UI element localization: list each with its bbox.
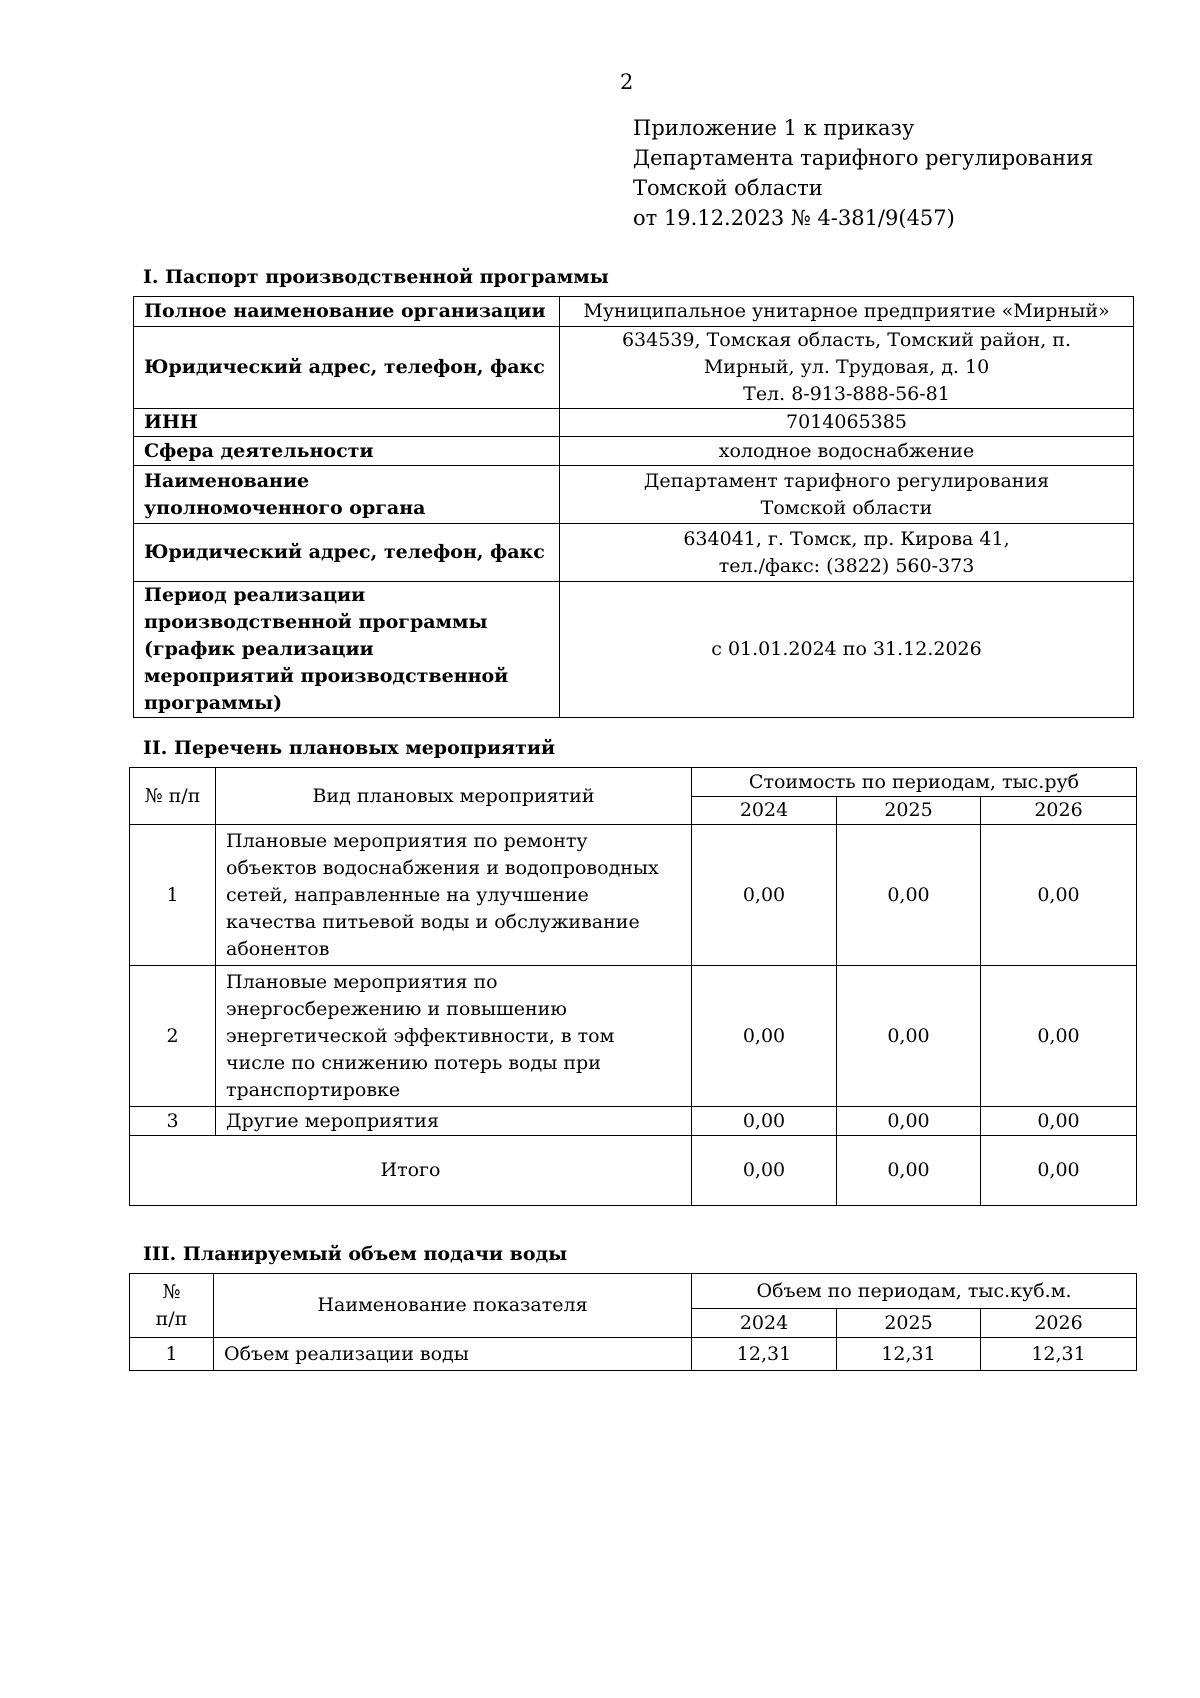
row-value: 7014065385 [560,409,1134,437]
header-name: Вид плановых мероприятий [216,768,692,825]
row-num: 2 [130,966,216,1107]
row-name: Плановые мероприятия по ремонту объектов водоснабжения и водопроводных сетей, направленные на улучшение качества питьевой воды и обслуживание абонентов [216,825,692,966]
header-name: Наименование показателя [214,1274,692,1338]
row-num: 3 [130,1107,216,1136]
row-value: 634041, г. Томск, пр. Кирова 41, тел./факс: (3822) 560-373 [560,524,1134,582]
total-value-2024: 0,00 [692,1136,837,1206]
appendix-line-2: Департамента тарифного регулирования [633,146,1094,170]
table-row [134,437,1134,466]
total-label: Итого [130,1136,692,1206]
table-row [130,825,1137,966]
table-row [134,327,1134,409]
row-value-2025: 0,00 [837,966,981,1107]
appendix-line-4: от 19.12.2023 № 4-381/9(457) [633,206,955,230]
appendix-line-3: Томской области [633,176,823,200]
row-value-2024: 0,00 [692,825,837,966]
header-year: 2024 [692,1309,837,1338]
header-year: 2025 [837,797,981,825]
total-value-2025: 0,00 [837,1136,981,1206]
table-row [130,1107,1137,1136]
row-label: Сфера деятельности [134,437,560,466]
table-header-row [130,768,1137,797]
row-name: Другие мероприятия [216,1107,692,1136]
header-year: 2025 [837,1309,981,1338]
activities-table [129,767,1137,1206]
row-label: Юридический адрес, телефон, факс [134,524,560,582]
table-total-row [130,1136,1137,1206]
passport-table [133,296,1134,718]
table-row [134,524,1134,582]
row-name: Объем реализации воды [214,1338,692,1371]
table-row [130,1338,1137,1371]
table-row [134,409,1134,437]
header-num: № п/п [130,1274,214,1338]
table-row [134,297,1134,327]
appendix-header [633,113,1093,233]
header-num: № п/п [130,768,216,825]
row-label: ИНН [134,409,560,437]
section-3-title: III. Планируемый объем подачи воды [143,1243,568,1265]
row-value: Муниципальное унитарное предприятие «Мирный» [560,297,1134,327]
row-value: холодное водоснабжение [560,437,1134,466]
row-label: Полное наименование организации [134,297,560,327]
row-value-2024: 0,00 [692,1107,837,1136]
row-value-2024: 12,31 [692,1338,837,1371]
header-year: 2026 [981,1309,1137,1338]
row-num: 1 [130,1338,214,1371]
header-year: 2026 [981,797,1137,825]
header-cost: Стоимость по периодам, тыс.руб [692,768,1137,797]
row-name: Плановые мероприятия по энергосбережению и повышению энергетической эффективности, в том числе по снижению потерь воды при транспортировке [216,966,692,1107]
row-value-2026: 0,00 [981,825,1137,966]
row-value-2025: 0,00 [837,825,981,966]
row-value-2025: 0,00 [837,1107,981,1136]
page-number: 2 [620,70,634,94]
water-volume-table [129,1273,1137,1371]
row-value-2024: 0,00 [692,966,837,1107]
total-value-2026: 0,00 [981,1136,1137,1206]
section-2-title: II. Перечень плановых мероприятий [143,737,556,759]
row-value-2026: 0,00 [981,1107,1137,1136]
row-value: Департамент тарифного регулирования Томской области [560,466,1134,524]
section-1-title: I. Паспорт производственной программы [143,266,609,288]
appendix-line-1: Приложение 1 к приказу [633,116,915,140]
table-row [134,466,1134,524]
table-row [130,966,1137,1107]
row-num: 1 [130,825,216,966]
table-header-row [130,1274,1137,1309]
row-value-2025: 12,31 [837,1338,981,1371]
header-volume: Объем по периодам, тыс.куб.м. [692,1274,1137,1309]
row-value: с 01.01.2024 по 31.12.2026 [560,582,1134,718]
row-value-2026: 0,00 [981,966,1137,1107]
row-label: Период реализации производственной программы (график реализации мероприятий производственной программы) [134,582,560,718]
row-label: Юридический адрес, телефон, факс [134,327,560,409]
header-year: 2024 [692,797,837,825]
row-label: Наименование уполномоченного органа [134,466,560,524]
table-row [134,582,1134,718]
row-value-2026: 12,31 [981,1338,1137,1371]
row-value: 634539, Томская область, Томский район, п. Мирный, ул. Трудовая, д. 10 Тел. 8-913-888-56-81 [560,327,1134,409]
